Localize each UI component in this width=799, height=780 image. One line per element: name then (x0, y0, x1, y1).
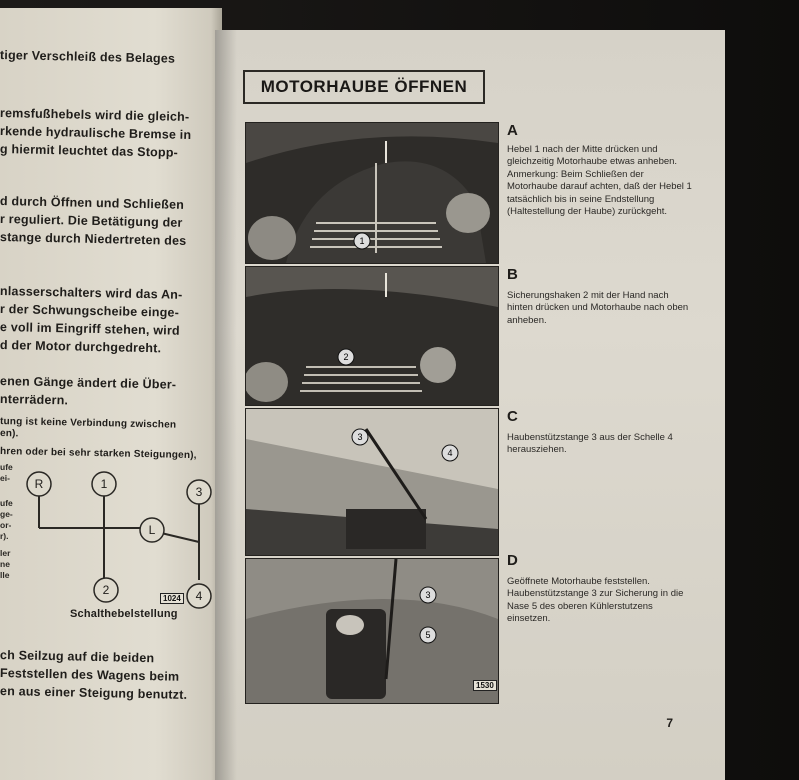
figure-number: 1024 (160, 593, 184, 604)
photo-d (245, 558, 499, 704)
left-line: nterrädern. (0, 392, 69, 408)
photo-a (245, 122, 499, 264)
page-title: MOTORHAUBE ÖFFNEN (243, 70, 485, 104)
gear-label-4: 4 (195, 589, 203, 603)
gear-label-3: 3 (195, 485, 203, 499)
left-line: enen Gänge ändert die Über- (0, 374, 177, 392)
left-page (0, 8, 222, 780)
step-c-letter: C (507, 408, 518, 425)
step-b-text (507, 290, 697, 327)
step-d-text (507, 576, 697, 626)
step-a-instruction: Hebel 1 nach der Mitte drücken und gleichzeitig Motorhaube etwas anheben. (507, 144, 678, 168)
photo-marker: 4 (447, 448, 453, 458)
gear-label-r: R (34, 477, 44, 491)
left-line: en). (0, 428, 19, 440)
step-d-letter: D (507, 552, 518, 569)
photo-marker: 2 (343, 352, 349, 362)
side-label: ler (0, 548, 11, 558)
side-label: ufe (0, 462, 13, 472)
step-a-text (507, 144, 697, 218)
left-line: e voll im Eingriff stehen, wird (0, 320, 180, 338)
step-a-letter: A (507, 122, 518, 139)
photo-b (245, 266, 499, 406)
gear-label-2: 2 (102, 583, 110, 597)
left-line: hren oder bei sehr starken Steigungen), (0, 446, 197, 462)
left-line: d durch Öffnen und Schließen (0, 194, 185, 212)
left-line: r der Schwungscheibe einge- (0, 302, 180, 320)
side-label: r). (0, 531, 9, 541)
left-line: rkende hydraulische Bremse in (0, 124, 192, 143)
left-line: tung ist keine Verbindung zwischen (0, 416, 177, 431)
side-label: ne (0, 559, 10, 569)
side-label: ufe (0, 498, 13, 508)
left-line: en aus einer Steigung benutzt. (0, 684, 188, 702)
step-b-letter: B (507, 266, 518, 283)
left-line: nlasserschalters wird das An- (0, 284, 183, 302)
side-label: ge- (0, 509, 13, 519)
photo-marker: 5 (425, 630, 431, 640)
photo-marker: 3 (425, 590, 431, 600)
right-page (215, 30, 725, 780)
step-a-note: Anmerkung: Beim Schließen der Motorhaube darauf achten, daß der Hebel 1 tatsächlich bis in seine Endstellung (Haltestellung der Haube) zurückgeht. (507, 168, 692, 218)
gear-label-l: L (148, 523, 156, 537)
gear-label-1: 1 (100, 477, 108, 491)
left-line: stange durch Niedertreten des (0, 230, 187, 248)
left-line: r reguliert. Die Betätigung der (0, 212, 183, 230)
step-c-text (507, 432, 697, 457)
left-line: tiger Verschleiß des Belages (0, 48, 176, 66)
photo-marker: 1 (359, 236, 365, 246)
photo-figure-number: 1530 (473, 680, 497, 691)
gutter-shadow (215, 30, 237, 780)
diagram-caption: Schalthebelstellung (70, 608, 178, 620)
left-line: ch Seilzug auf die beiden (0, 648, 155, 666)
page-number: 7 (666, 716, 673, 730)
left-line: Feststellen des Wagens beim (0, 666, 180, 684)
left-line: d der Motor durchgedreht. (0, 338, 162, 356)
step-b-instruction: Sicherungshaken 2 mit der Hand nach hinten drücken und Motorhaube nach oben anheben. (507, 290, 689, 326)
side-label: ei- (0, 473, 10, 483)
photo-c (245, 408, 499, 556)
left-line: remsfußhebels wird die gleich- (0, 106, 190, 124)
left-line: g hiermit leuchtet das Stopp- (0, 142, 179, 160)
side-label: lle (0, 570, 10, 580)
step-c-instruction: Haubenstützstange 3 aus der Schelle 4 herausziehen. (507, 432, 673, 456)
photo-marker: 3 (357, 432, 363, 442)
gear-shift-diagram (22, 456, 222, 616)
step-d-instruction: Geöffnete Motorhaube feststellen. Haubenstützstange 3 zur Sicherung in die Nase 5 des oberen Kühlerstutzens einsetzen. (507, 576, 684, 625)
side-label: or- (0, 520, 12, 530)
